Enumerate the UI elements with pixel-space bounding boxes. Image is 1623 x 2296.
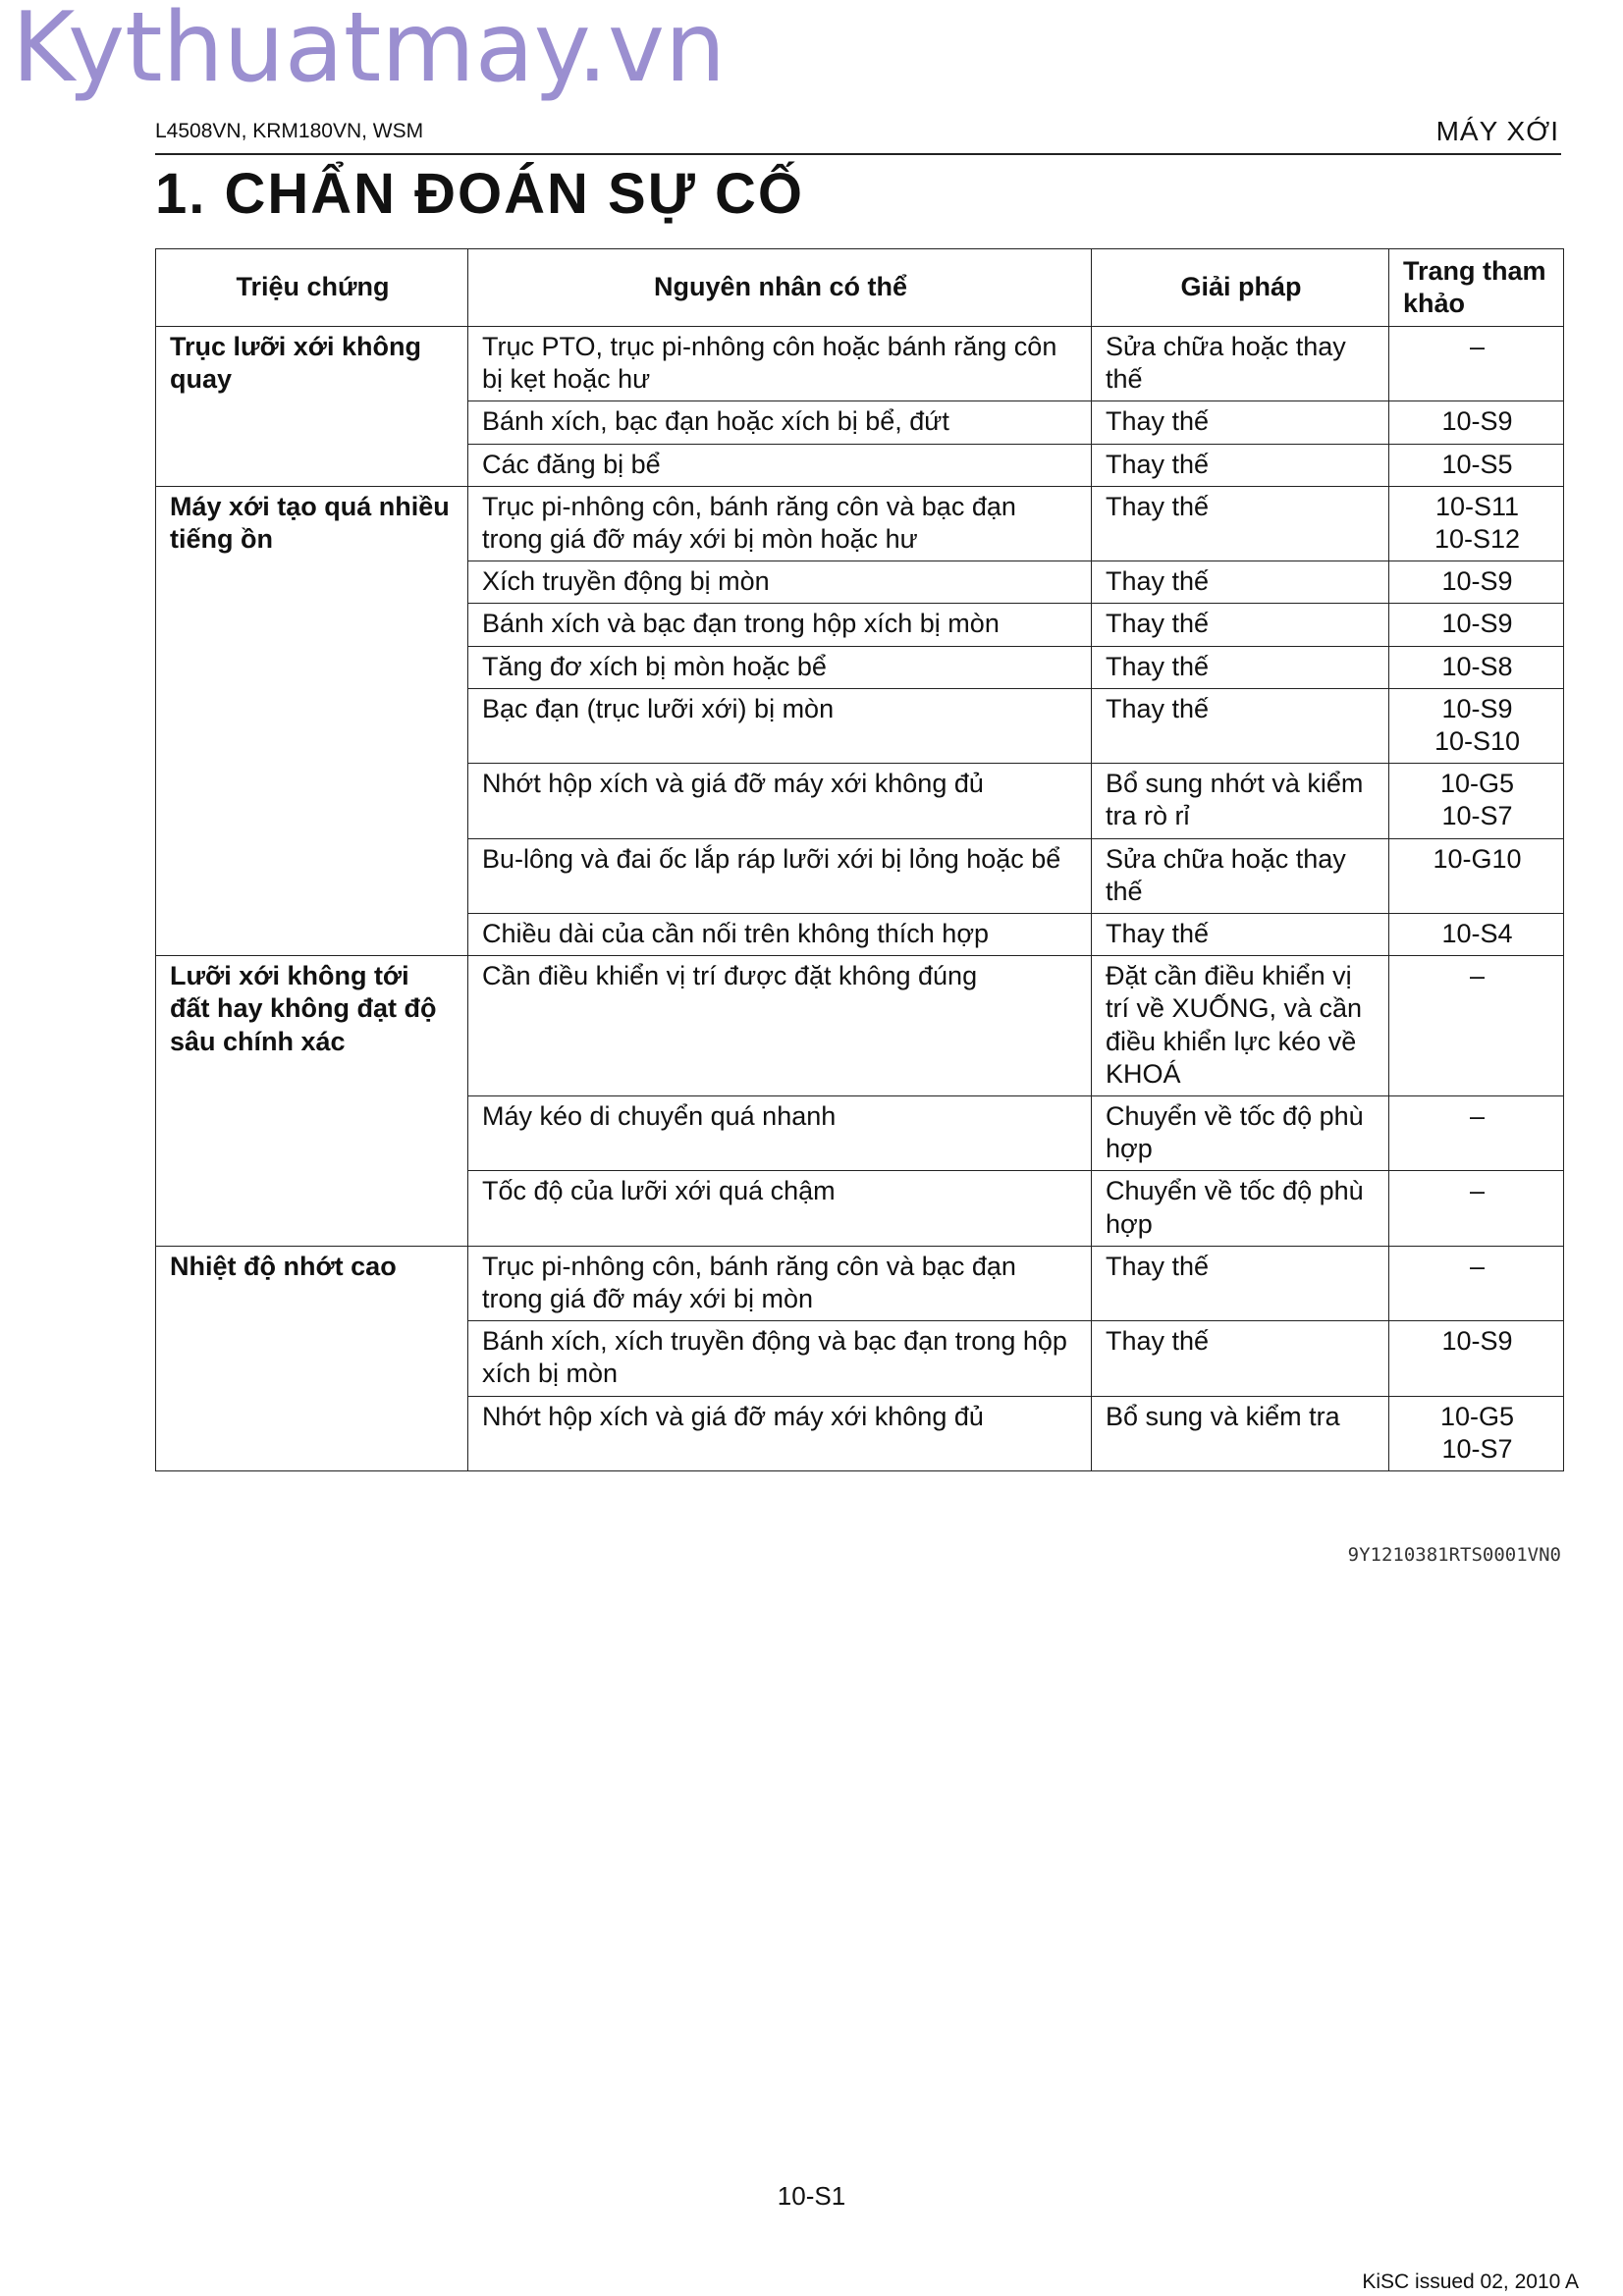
reference-cell: 10-S5 <box>1389 444 1564 486</box>
header-cause: Nguyên nhân có thể <box>468 249 1092 327</box>
reference-cell: 10-S9 <box>1389 604 1564 646</box>
solution-cell: Sửa chữa hoặc thay thế <box>1092 327 1389 401</box>
symptom-cell: Trục lưỡi xới không quay <box>156 327 468 487</box>
table-header-row <box>156 249 1564 327</box>
reference-cell: 10-S4 <box>1389 914 1564 956</box>
header-section: MÁY XỚI <box>1435 116 1559 146</box>
solution-cell: Thay thế <box>1092 604 1389 646</box>
cause-cell: Cần điều khiển vị trí được đặt không đúng <box>468 956 1092 1096</box>
table-row <box>156 1246 1564 1320</box>
cause-cell: Tốc độ của lưỡi xới quá chậm <box>468 1171 1092 1246</box>
header-reference: Trang tham khảo <box>1389 249 1564 327</box>
cause-cell: Xích truyền động bị mòn <box>468 561 1092 604</box>
cause-cell: Bu-lông và đai ốc lắp ráp lưỡi xới bị lỏng hoặc bể <box>468 838 1092 913</box>
cause-cell: Bánh xích và bạc đạn trong hộp xích bị mòn <box>468 604 1092 646</box>
symptom-cell: Nhiệt độ nhớt cao <box>156 1246 468 1470</box>
cause-cell: Bạc đạn (trục lưỡi xới) bị mòn <box>468 688 1092 763</box>
cause-cell: Nhớt hộp xích và giá đỡ máy xới không đủ <box>468 764 1092 838</box>
table-row <box>156 956 1564 1096</box>
cause-cell: Bánh xích, xích truyền động và bạc đạn trong hộp xích bị mòn <box>468 1321 1092 1396</box>
reference-cell: – <box>1389 956 1564 1096</box>
solution-cell: Thay thế <box>1092 1321 1389 1396</box>
solution-cell: Thay thế <box>1092 1246 1389 1320</box>
symptom-cell: Máy xới tạo quá nhiều tiếng ồn <box>156 486 468 955</box>
solution-cell: Sửa chữa hoặc thay thế <box>1092 838 1389 913</box>
cause-cell: Bánh xích, bạc đạn hoặc xích bị bể, đứt <box>468 401 1092 444</box>
reference-cell: – <box>1389 1096 1564 1171</box>
cause-cell: Các đăng bị bể <box>468 444 1092 486</box>
watermark: Kythuatmay.vn <box>12 0 727 104</box>
document-id: 9Y1210381RTS0001VN0 <box>1347 1544 1561 1566</box>
solution-cell: Thay thế <box>1092 401 1389 444</box>
table-row <box>156 486 1564 561</box>
reference-cell: 10-S9 10-S10 <box>1389 688 1564 763</box>
table-body <box>156 327 1564 1471</box>
cause-cell: Chiều dài của cần nối trên không thích hợp <box>468 914 1092 956</box>
header-rule <box>155 153 1561 155</box>
reference-cell: 10-G5 10-S7 <box>1389 1396 1564 1470</box>
cause-cell: Tăng đơ xích bị mòn hoặc bể <box>468 646 1092 688</box>
reference-cell: 10-G5 10-S7 <box>1389 764 1564 838</box>
solution-cell: Thay thế <box>1092 444 1389 486</box>
reference-cell: 10-G10 <box>1389 838 1564 913</box>
table-row <box>156 327 1564 401</box>
cause-cell: Trục pi-nhông côn, bánh răng côn và bạc đạn trong giá đỡ máy xới bị mòn <box>468 1246 1092 1320</box>
solution-cell: Đặt cần điều khiển vị trí về XUỐNG, và cần điều khiển lực kéo về KHOÁ <box>1092 956 1389 1096</box>
reference-cell: 10-S11 10-S12 <box>1389 486 1564 561</box>
solution-cell: Chuyển về tốc độ phù hợp <box>1092 1171 1389 1246</box>
header-symptom: Triệu chứng <box>156 249 468 327</box>
reference-cell: – <box>1389 1246 1564 1320</box>
solution-cell: Bổ sung và kiểm tra <box>1092 1396 1389 1470</box>
cause-cell: Nhớt hộp xích và giá đỡ máy xới không đủ <box>468 1396 1092 1470</box>
reference-cell: 10-S9 <box>1389 561 1564 604</box>
solution-cell: Bổ sung nhớt và kiểm tra rò rỉ <box>1092 764 1389 838</box>
solution-cell: Thay thế <box>1092 646 1389 688</box>
header-solution: Giải pháp <box>1092 249 1389 327</box>
solution-cell: Thay thế <box>1092 688 1389 763</box>
reference-cell: – <box>1389 1171 1564 1246</box>
cause-cell: Trục pi-nhông côn, bánh răng côn và bạc đạn trong giá đỡ máy xới bị mòn hoặc hư <box>468 486 1092 561</box>
page-number: 10-S1 <box>777 2181 846 2211</box>
page-title: 1. CHẨN ĐOÁN SỰ CỐ <box>155 162 804 226</box>
symptom-cell: Lưỡi xới không tới đất hay không đạt độ sâu chính xác <box>156 956 468 1247</box>
reference-cell: 10-S8 <box>1389 646 1564 688</box>
cause-cell: Máy kéo di chuyển quá nhanh <box>468 1096 1092 1171</box>
reference-cell: 10-S9 <box>1389 1321 1564 1396</box>
diagnosis-table <box>155 248 1564 1471</box>
solution-cell: Thay thế <box>1092 561 1389 604</box>
solution-cell: Thay thế <box>1092 486 1389 561</box>
solution-cell: Chuyển về tốc độ phù hợp <box>1092 1096 1389 1171</box>
reference-cell: 10-S9 <box>1389 401 1564 444</box>
cause-cell: Trục PTO, trục pi-nhông côn hoặc bánh răng côn bị kẹt hoặc hư <box>468 327 1092 401</box>
reference-cell: – <box>1389 327 1564 401</box>
solution-cell: Thay thế <box>1092 914 1389 956</box>
footer-issue: KiSC issued 02, 2010 A <box>1362 2270 1579 2293</box>
header-model: L4508VN, KRM180VN, WSM <box>155 120 424 142</box>
